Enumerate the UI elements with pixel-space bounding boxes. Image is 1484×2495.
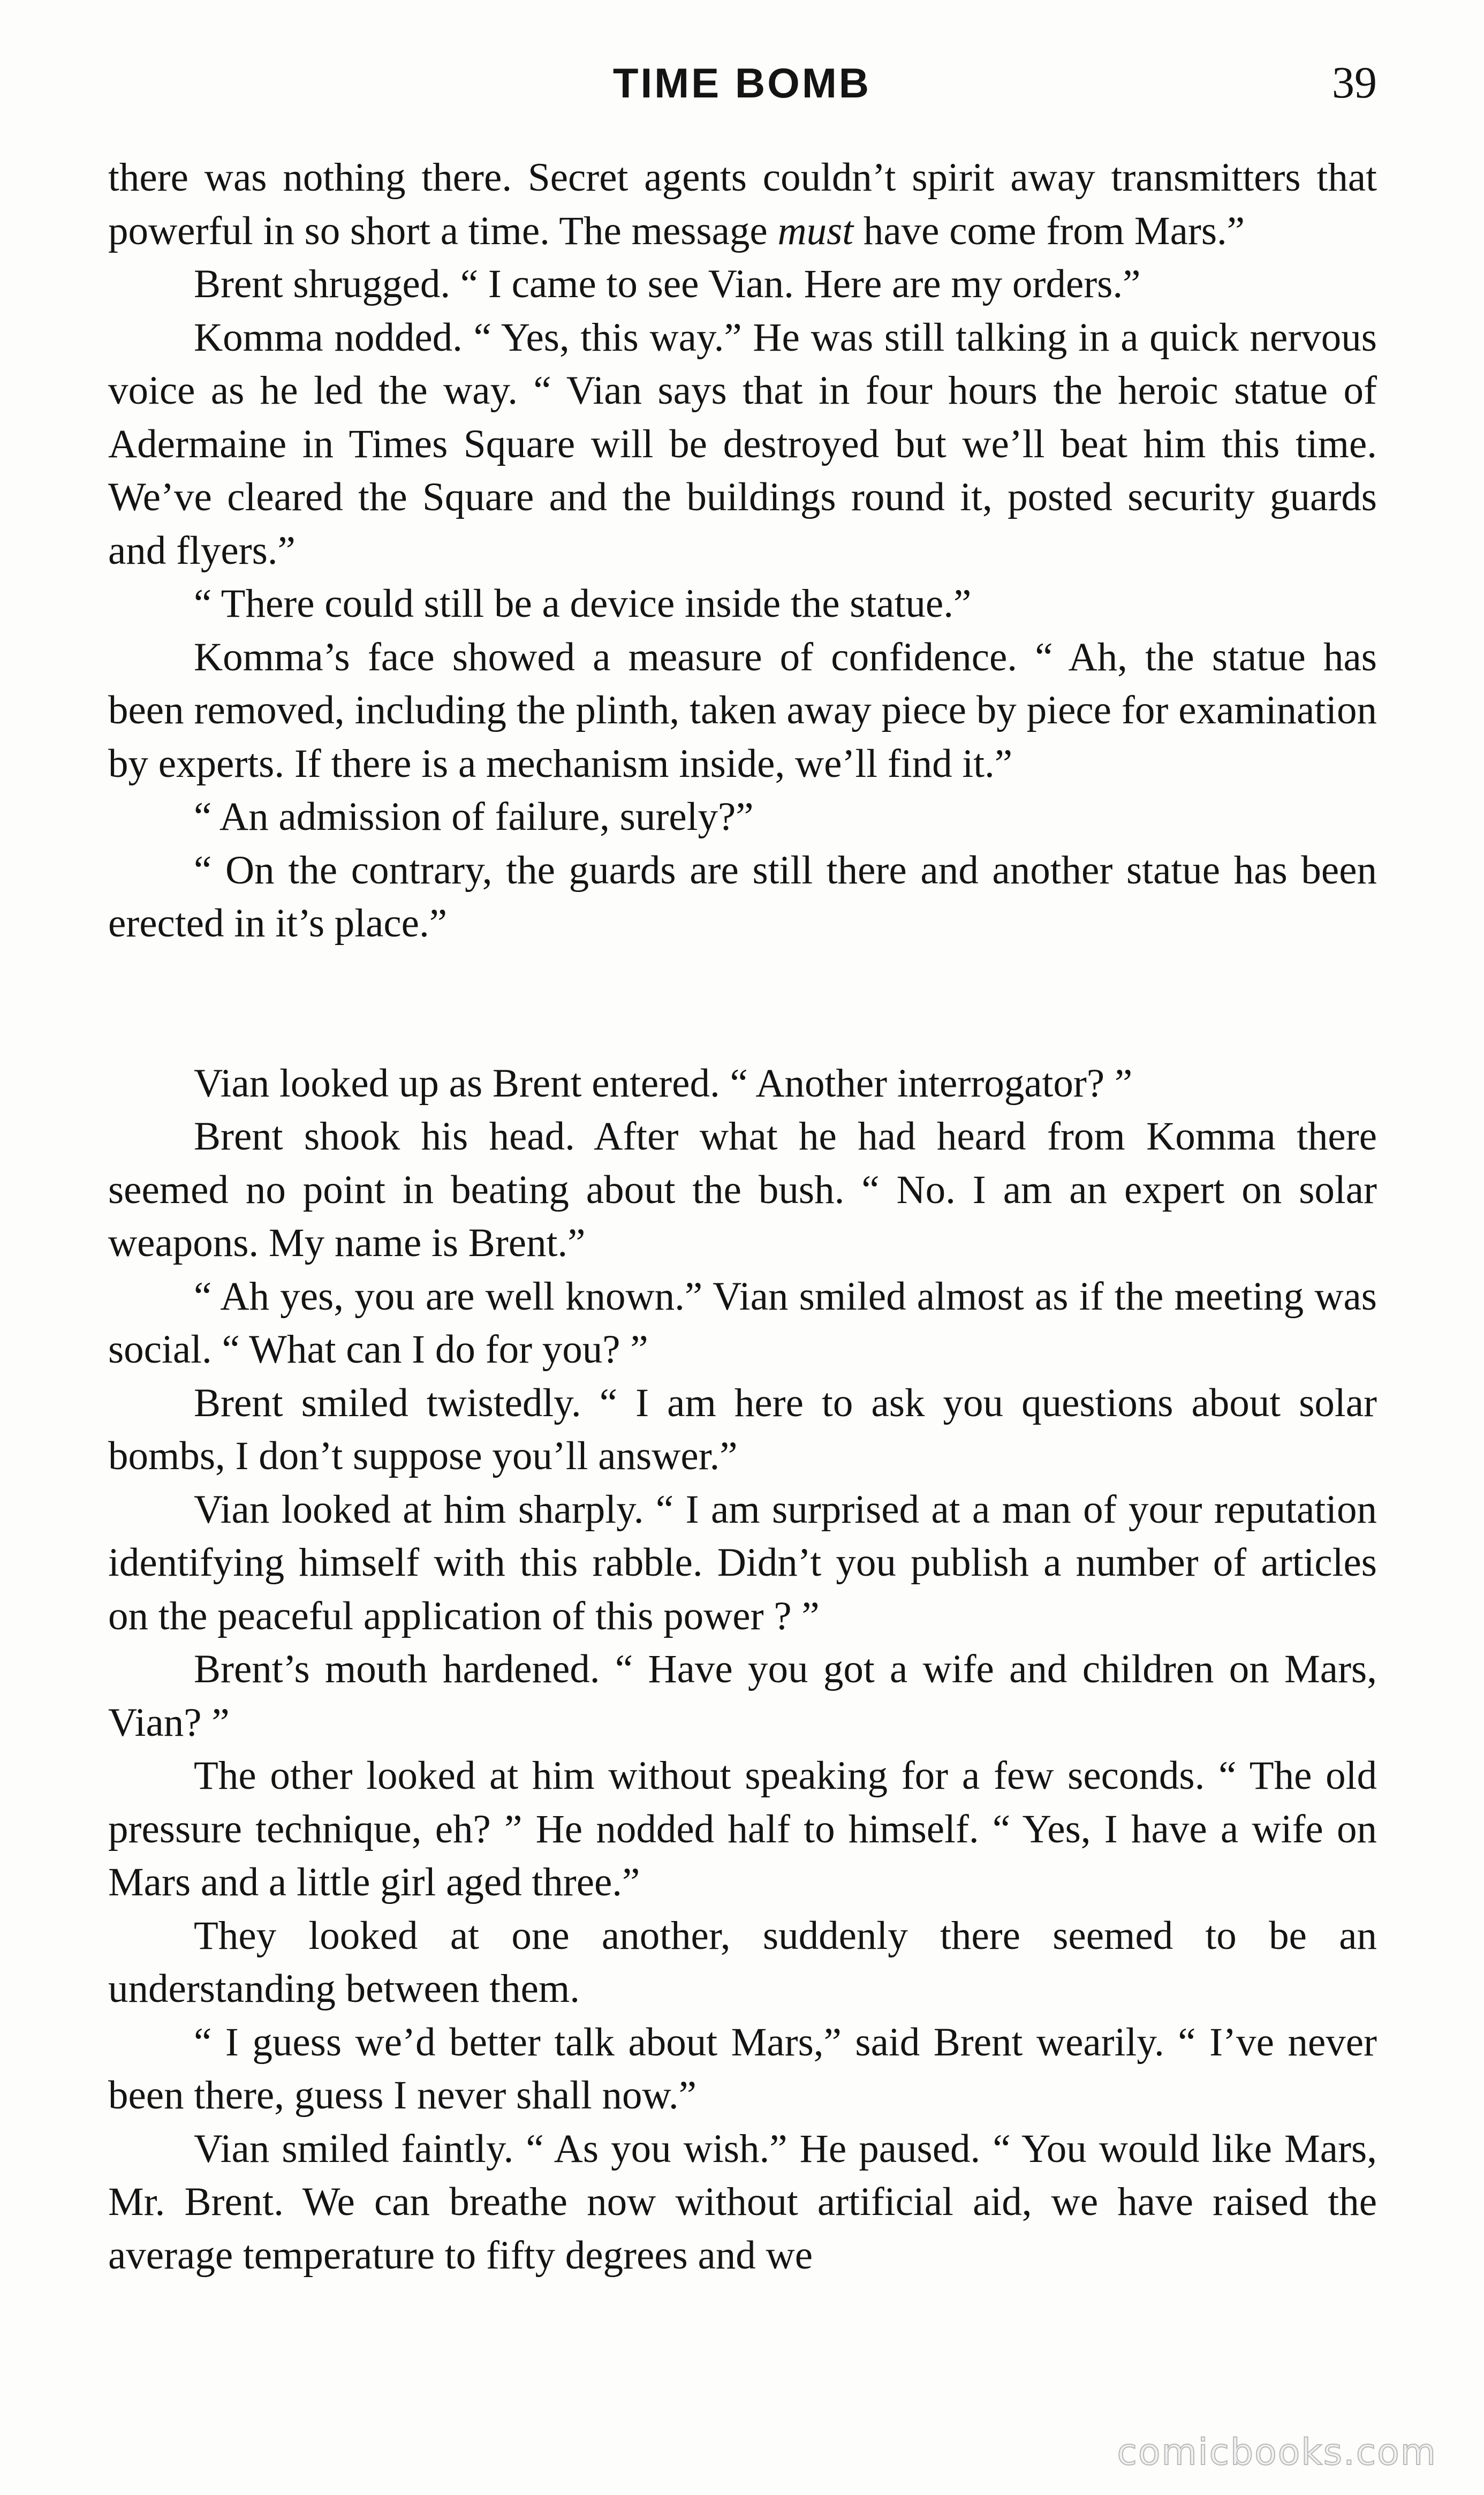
paragraph: “ On the contrary, the guards are still there and another statue has been erected in it’s place.” [108, 848, 1377, 946]
paragraph: Vian looked up as Brent entered. “ Another interrogator? ” [194, 1061, 1133, 1106]
page-number: 39 [1332, 58, 1377, 108]
paragraph: there was nothing there. Secret agents couldn’t spirit away transmitters that powerful in so short a time. The message must have come from Mars.” [108, 155, 1377, 253]
paragraph: The other looked at him without speaking for a few seconds. “ The old pressure technique, eh? ” He nodded half to himself. “ Yes, I have a wife on Mars and a little girl aged three.” [108, 1753, 1377, 1904]
paragraph: Vian smiled faintly. “ As you wish.” He paused. “ You would like Mars, Mr. Brent. We can breathe now without artificial aid, we have raised the average temperature to fifty degrees and we [108, 2126, 1377, 2278]
paragraph: Vian looked at him sharply. “ I am surprised at a man of your reputation identifying himself with this rabble. Didn’t you publish a number of articles on the peaceful application of this power ? ” [108, 1487, 1377, 1638]
watermark: comicbooks.com [1117, 2431, 1437, 2474]
paragraph: Brent smiled twistedly. “ I am here to ask you questions about solar bombs, I don’t suppose you’ll answer.” [108, 1380, 1377, 1478]
scene-break [108, 950, 1377, 1057]
body-text [108, 151, 1377, 2282]
running-title: TIME BOMB [612, 59, 872, 107]
paragraph: Komma nodded. “ Yes, this way.” He was still talking in a quick nervous voice as he led the way. “ Vian says that in four hours the heroic statue of Adermaine in Times Square will be destroyed but we’ll beat him this time. We’ve cleared the Square and the buildings round it, posted security guards and flyers.” [108, 315, 1377, 573]
paragraph: “ I guess we’d better talk about Mars,” said Brent wearily. “ I’ve never been there, guess I never shall now.” [108, 2020, 1377, 2118]
paragraph: They looked at one another, suddenly there seemed to be an understanding between them. [108, 1913, 1377, 2011]
paragraph: Brent’s mouth hardened. “ Have you got a wife and children on Mars, Vian? ” [108, 1647, 1377, 1745]
paragraph: “ An admission of failure, surely?” [194, 795, 754, 839]
paragraph: “ Ah yes, you are well known.” Vian smiled almost as if the meeting was social. “ What can I do for you? ” [108, 1274, 1377, 1372]
paragraph: Brent shrugged. “ I came to see Vian. Here are my orders.” [194, 262, 1141, 306]
paragraph: Komma’s face showed a measure of confidence. “ Ah, the statue has been removed, including the plinth, taken away piece by piece for examination by experts. If there is a mechanism inside, we’ll find it.” [108, 634, 1377, 786]
paragraph: Brent shook his head. After what he had heard from Komma there seemed no point in beating about the bush. “ No. I am an expert on solar weapons. My name is Brent.” [108, 1114, 1377, 1265]
paragraph: “ There could still be a device inside the statue.” [194, 581, 972, 626]
running-header [0, 54, 1484, 112]
